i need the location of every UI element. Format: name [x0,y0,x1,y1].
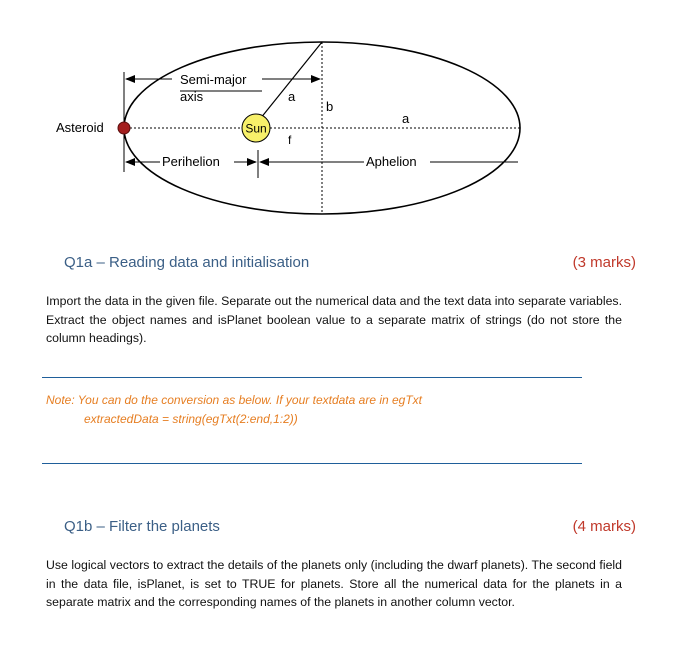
note-code-line: extractedData = string(egTxt(2:end,1:2)) [84,411,298,426]
q1b-heading [64,518,636,535]
f-label: f [288,133,292,147]
q1b-marks: (4 marks) [572,518,636,535]
orbit-diagram [0,0,684,235]
b-label: b [326,99,334,114]
semi-major-label: Semi-major [180,72,247,87]
q1b-title: Q1b – Filter the planets [64,518,220,535]
note-line-1: Note: You can do the conversion as below. If your textdata are in egTxt [46,393,423,407]
asteroid-label: Asteroid [56,120,104,135]
a-right-label: a [402,111,410,126]
note-top-rule [42,377,582,378]
q1a-marks: (3 marks) [572,254,636,271]
sun-to-top-line [256,42,322,124]
q1a-heading [64,254,636,271]
q1a-title: Q1a – Reading data and initialisation [64,254,310,271]
sun-label: Sun [245,121,267,136]
q1b-body: Use logical vectors to extract the details of the planets only (including the dwarf planets). The second field in the data file, isPlanet, is set to TRUE for planets. Store all the numerical data for the planets in a separate matrix and the corresponding names of the planets in another column vector. [46,558,622,609]
note-bottom-rule [42,463,582,464]
perihelion-label: Perihelion [162,154,220,169]
note-block [46,391,586,428]
asteroid-dot [118,122,130,134]
q1a-body: Import the data in the given file. Separate out the numerical data and the text data into separate variables. Extract the object names and isPlanet boolean value to a separate matrix of strings (do not store the column headings). [46,294,622,345]
axis-label: axis [180,89,204,104]
aphelion-label: Aphelion [366,154,417,169]
a-upper-label: a [288,89,296,104]
